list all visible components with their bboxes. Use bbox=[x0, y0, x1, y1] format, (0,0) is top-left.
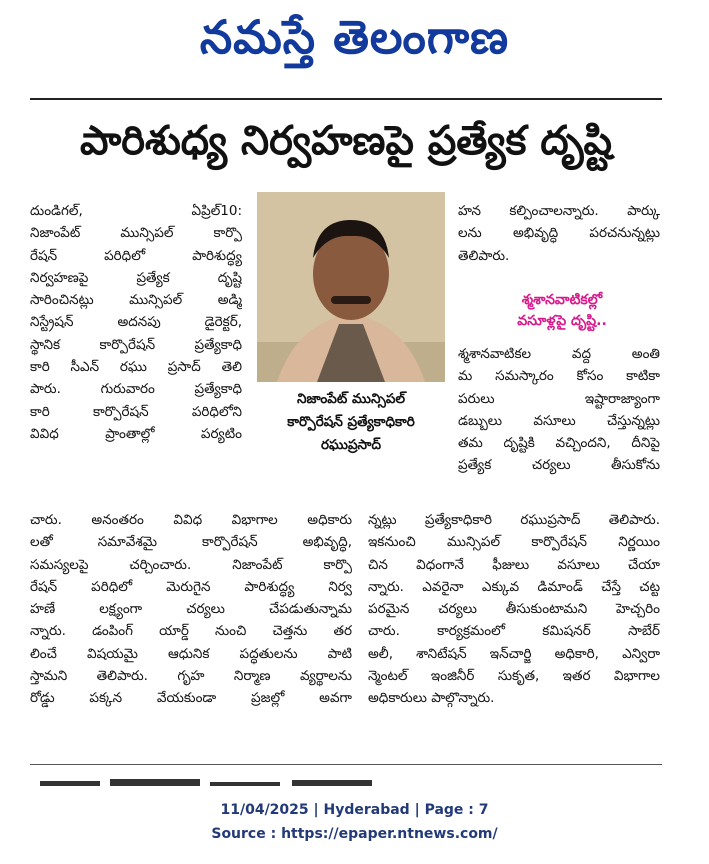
text-line: కారి సీఎన్ రఘు ప్రసాద్ తెలి bbox=[30, 359, 242, 376]
caption-line: కార్పొరేషన్ ప్రత్యేకాధికారి bbox=[287, 414, 415, 430]
text-line: లను అభివృద్ధి పరచనున్నట్లు bbox=[458, 225, 660, 242]
text-line: వివిధ ప్రాంతాల్లో పర్యటిం bbox=[30, 425, 242, 442]
article-bottom-rule bbox=[30, 764, 662, 765]
footer-source-line: Source : https://epaper.ntnews.com/ bbox=[211, 826, 498, 842]
next-article-cutoff bbox=[30, 774, 662, 786]
masthead-rule bbox=[30, 98, 662, 100]
text-line: రేషన్ పరిధిలో మెరుగైన పారిశుద్ధ్య నిర్వ bbox=[30, 578, 352, 595]
photo-caption bbox=[253, 388, 449, 457]
text-line: స్తామని తెలిపారు. గృహ నిర్మాణ వ్యర్థాలను bbox=[30, 668, 352, 685]
article-headline: పారిశుధ్య నిర్వహణపై ప్రత్యేక దృష్టి bbox=[79, 118, 613, 164]
article-column-1-bottom bbox=[30, 509, 352, 710]
text-line: స్థానిక కార్పొరేషన్ ప్రత్యేకాధి bbox=[30, 336, 242, 353]
section-subheading bbox=[474, 290, 650, 332]
text-line: హణే లక్ష్యంగా చర్యలు చేపడుతున్నామ bbox=[30, 601, 352, 618]
article-column-1 bbox=[30, 200, 242, 445]
text-line: చిన విధంగానే ఫీజులు వసూలు చేయా bbox=[368, 556, 660, 573]
text-line: సమస్యలపై చర్చించారు. నిజాంపేట్ కార్పొ bbox=[30, 556, 352, 573]
text-line: లతో సమావేశమై కార్పొరేషన్ అభివృద్ధి, bbox=[30, 534, 352, 551]
text-line: న్మెంటల్ ఇంజినీర్ సుకృత, ఇతర విభాగాల bbox=[368, 668, 660, 685]
article-column-2-bottom bbox=[368, 509, 660, 710]
text-line: తెలిపారు. bbox=[458, 247, 510, 264]
text-line: నిజాంపేట్ మున్సిపల్ కార్పొ bbox=[30, 225, 242, 242]
official-portrait-photo bbox=[257, 192, 445, 382]
footer-date-line: 11/04/2025 | Hyderabad | Page : 7 bbox=[220, 802, 489, 818]
caption-line: రఘుప్రసాద్ bbox=[320, 437, 381, 453]
text-line: మ సమస్కారం కోసం కాటికా bbox=[458, 368, 660, 385]
text-line: రేషన్ పరిధిలో పారిశుద్ధ్య bbox=[30, 247, 242, 264]
text-line: రోడ్డు పక్కన వేయకుండా ప్రజల్లో అవగా bbox=[30, 690, 352, 707]
text-line: న్నట్లు ప్రత్యేకాధికారి రఘుప్రసాద్ తెలిపారు. bbox=[368, 512, 660, 528]
text-line: డబ్బులు వసూలు చేస్తున్నట్లు bbox=[458, 412, 660, 429]
text-line: శ్మశానవాటికల వద్ద అంతి bbox=[458, 346, 660, 362]
portrait-icon bbox=[257, 192, 445, 382]
caption-line: నిజాంపేట్ మున్సిపల్ bbox=[296, 391, 406, 407]
text-line: చారు. కార్యక్రమంలో కమిషనర్ సాబేర్ bbox=[368, 623, 660, 640]
text-line: ఇకనుంచి మున్సిపల్ కార్పొరేషన్ నిర్ణయిం bbox=[368, 534, 660, 551]
article-column-3 bbox=[458, 200, 660, 267]
text-line: పరమైన చర్యలు తీసుకుంటామని హెచ్చరిం bbox=[368, 601, 660, 618]
text-line: పరులు ఇష్టారాజ్యాంగా bbox=[458, 390, 660, 407]
text-line: లించే విషయమై ఆధునిక పద్ధతులను పాటి bbox=[30, 645, 352, 662]
cropped-headline-fragment bbox=[30, 777, 662, 786]
text-line: ప్రత్యేక చర్యలు తీసుకోను bbox=[458, 457, 660, 474]
text-line: నిస్ట్రేషన్ అదనపు డైరెక్టర్, bbox=[30, 314, 242, 331]
text-line: సారించినట్లు మున్సిపల్ అడ్మి bbox=[30, 292, 242, 309]
text-line: కారి కార్పొరేషన్ పరిధిలోని bbox=[30, 403, 242, 420]
text-line: న్నారు. డంపింగ్ యార్డ్ నుంచి చెత్తను తర bbox=[30, 623, 352, 640]
text-line: అధికారులు పాల్గొన్నారు. bbox=[368, 690, 495, 707]
article-column-3-continued bbox=[458, 343, 660, 477]
text-line: న్నారు. ఎవరైనా ఎక్కువ డిమాండ్ చేస్తే చట్ట bbox=[368, 578, 660, 595]
text-line: అలీ, శానిటేషన్ ఇన్‌చార్జి అధికారి, ఎన్విరా bbox=[368, 645, 660, 662]
masthead-title: నమస్తే తెలంగాణ bbox=[199, 10, 510, 64]
text-line: తమ దృష్టికి వచ్చిందని, దీనిపై bbox=[458, 435, 660, 452]
text-line: హన కల్పించాలన్నారు. పార్కు bbox=[458, 203, 660, 219]
text-line: నిర్వహణపై ప్రత్యేక దృష్టి bbox=[30, 269, 242, 286]
masthead bbox=[0, 0, 709, 80]
text-line: దుండిగల్, ఏప్రిల్10: bbox=[30, 203, 242, 219]
text-line: చారు. అనంతరం వివిధ విభాగాల అధికారు bbox=[30, 512, 352, 528]
subheading-line: వసూళ్లపై దృష్టి.. bbox=[517, 313, 607, 329]
text-line: పారు. గురువారం ప్రత్యేకాధి bbox=[30, 381, 242, 398]
subheading-line: శ్మశానవాటికల్లో bbox=[521, 292, 603, 308]
